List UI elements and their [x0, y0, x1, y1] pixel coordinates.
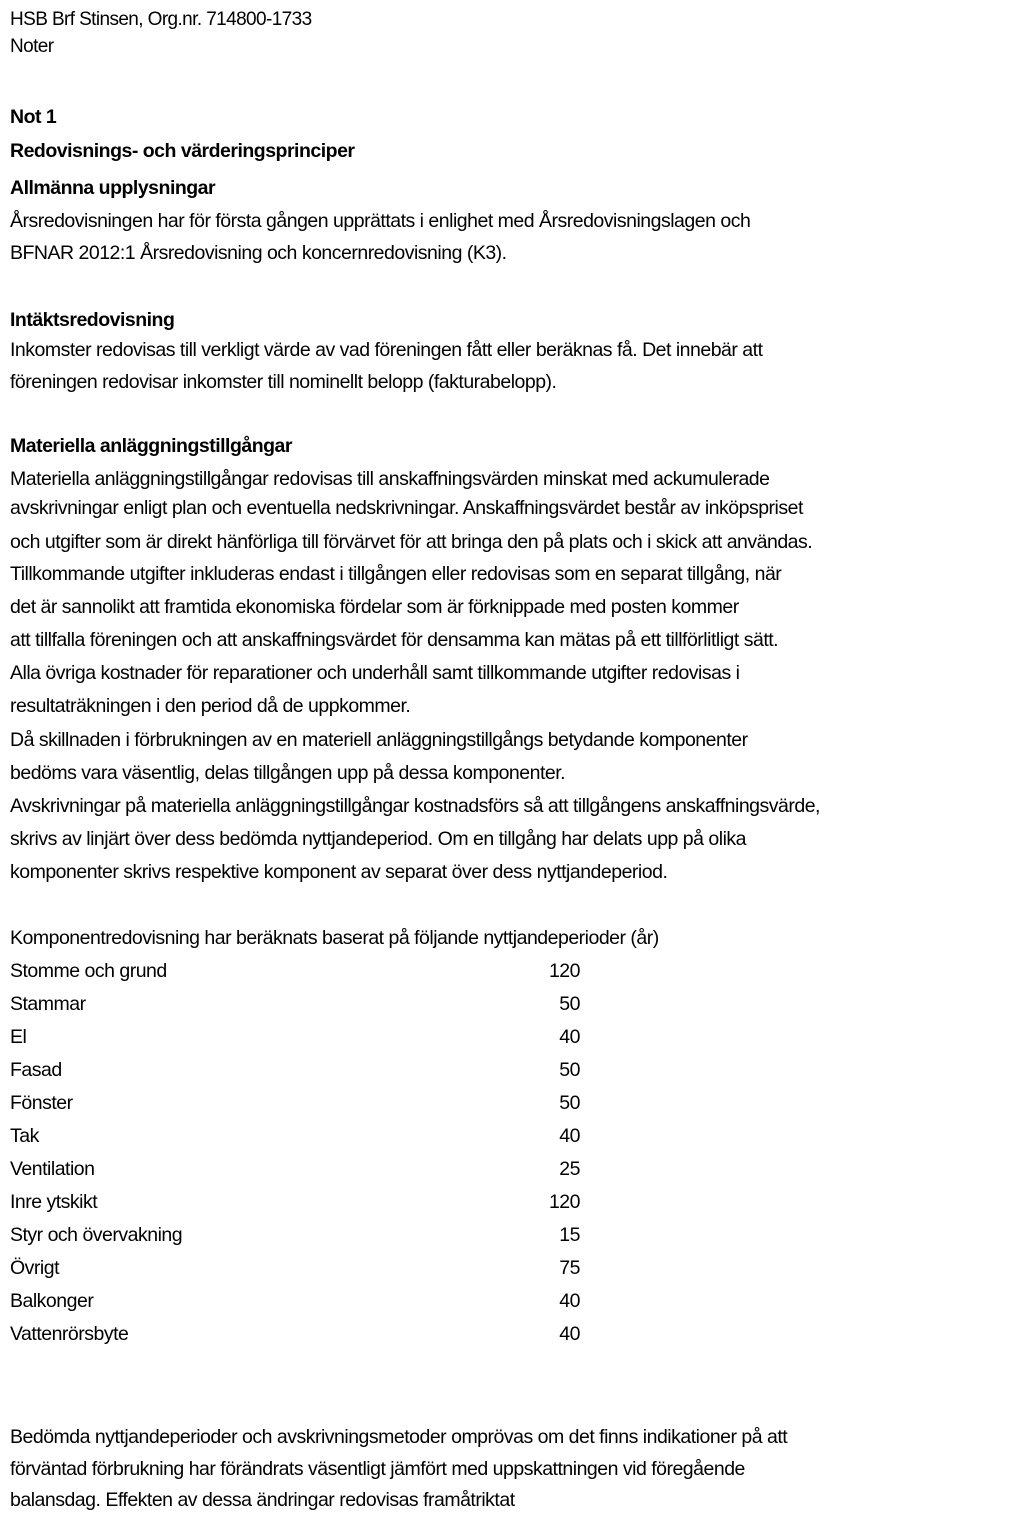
component-years: 120	[548, 1191, 580, 1213]
assets-line: skrivs av linjärt över dess bedömda nyttjandeperiod. Om en tillgång har delats upp på olika	[10, 828, 747, 850]
note-number: Not 1	[10, 106, 57, 128]
assets-line: Alla övriga kostnader för reparationer och underhåll samt tillkommande utgifter redovisas i	[10, 662, 740, 684]
component-years: 120	[548, 960, 580, 982]
assets-heading: Materiella anläggningstillgångar	[10, 435, 292, 457]
table-row	[10, 1190, 610, 1214]
assets-line: Avskrivningar på materiella anläggningstillgångar kostnadsförs så att tillgångens anskaffningsvärde,	[10, 795, 820, 817]
assets-line: det är sannolikt att framtida ekonomiska fördelar som är förknippade med posten kommer	[10, 596, 739, 618]
review-line: balansdag. Effekten av dessa ändringar redovisas framåtriktat	[10, 1489, 515, 1511]
review-line: förväntad förbrukning har förändrats väsentligt jämfört med uppskattningen vid föregående	[10, 1458, 745, 1480]
assets-line: resultaträkningen i den period då de uppkommer.	[10, 695, 411, 717]
general-heading: Allmänna upplysningar	[10, 177, 216, 199]
component-label: El	[10, 1026, 27, 1048]
assets-line: och utgifter som är direkt hänförliga till förvärvet för att bringa den på plats och i skick att användas.	[10, 531, 813, 553]
table-row	[10, 1058, 610, 1082]
component-years: 75	[559, 1257, 580, 1279]
table-row	[10, 1322, 610, 1346]
table-row	[10, 1223, 610, 1247]
component-years: 50	[559, 993, 580, 1015]
component-label: Fönster	[10, 1092, 73, 1114]
table-row	[10, 992, 610, 1016]
component-label: Ventilation	[10, 1158, 95, 1180]
component-years: 50	[559, 1092, 580, 1114]
income-line: Inkomster redovisas till verkligt värde av vad föreningen fått eller beräknas få. Det innebär att	[10, 339, 763, 361]
component-years: 40	[559, 1125, 580, 1147]
assets-line: Då skillnaden i förbrukningen av en materiell anläggningstillgångs betydande komponenter	[10, 729, 748, 751]
component-label: Tak	[10, 1125, 39, 1147]
component-label: Inre ytskikt	[10, 1191, 98, 1213]
table-row	[10, 1289, 610, 1313]
income-line: föreningen redovisar inkomster till nominellt belopp (fakturabelopp).	[10, 371, 557, 393]
table-row	[10, 1124, 610, 1148]
org-header: HSB Brf Stinsen, Org.nr. 714800-1733	[10, 9, 312, 30]
assets-line: bedöms vara väsentlig, delas tillgången upp på dessa komponenter.	[10, 762, 566, 784]
section-title: Noter	[10, 36, 54, 57]
income-heading: Intäktsredovisning	[10, 309, 175, 331]
assets-line: komponenter skrivs respektive komponent av separat över dess nyttjandeperiod.	[10, 861, 668, 883]
component-years: 40	[559, 1323, 580, 1345]
component-label: Stammar	[10, 993, 86, 1015]
table-row	[10, 1025, 610, 1049]
assets-line: Materiella anläggningstillgångar redovisas till anskaffningsvärden minskat med ackumulerade	[10, 468, 770, 490]
table-row	[10, 1157, 610, 1181]
component-years: 40	[559, 1026, 580, 1048]
component-years: 40	[559, 1290, 580, 1312]
review-line: Bedömda nyttjandeperioder och avskrivningsmetoder omprövas om det finns indikationer på att	[10, 1426, 788, 1448]
component-years: 15	[559, 1224, 580, 1246]
general-line: Årsredovisningen har för första gången upprättats i enlighet med Årsredovisningslagen och	[10, 210, 751, 232]
assets-line: Tillkommande utgifter inkluderas endast i tillgången eller redovisas som en separat tillgång, när	[10, 563, 782, 585]
component-label: Övrigt	[10, 1257, 60, 1279]
table-row	[10, 1091, 610, 1115]
component-years: 50	[559, 1059, 580, 1081]
component-label: Styr och övervakning	[10, 1224, 183, 1246]
note-title: Redovisnings- och värderingsprinciper	[10, 140, 355, 162]
component-label: Balkonger	[10, 1290, 94, 1312]
assets-line: avskrivningar enligt plan och eventuella nedskrivningar. Anskaffningsvärdet består av inköpspriset	[10, 497, 803, 519]
component-years: 25	[559, 1158, 580, 1180]
table-row	[10, 1256, 610, 1280]
table-row	[10, 959, 610, 983]
component-label: Fasad	[10, 1059, 62, 1081]
components-intro: Komponentredovisning har beräknats baserat på följande nyttjandeperioder (år)	[10, 927, 659, 949]
general-line: BFNAR 2012:1 Årsredovisning och koncernredovisning (K3).	[10, 242, 507, 264]
assets-line: att tillfalla föreningen och att anskaffningsvärdet för densamma kan mätas på ett tillförlitligt sätt.	[10, 629, 779, 651]
component-label: Stomme och grund	[10, 960, 167, 982]
component-label: Vattenrörsbyte	[10, 1323, 129, 1345]
